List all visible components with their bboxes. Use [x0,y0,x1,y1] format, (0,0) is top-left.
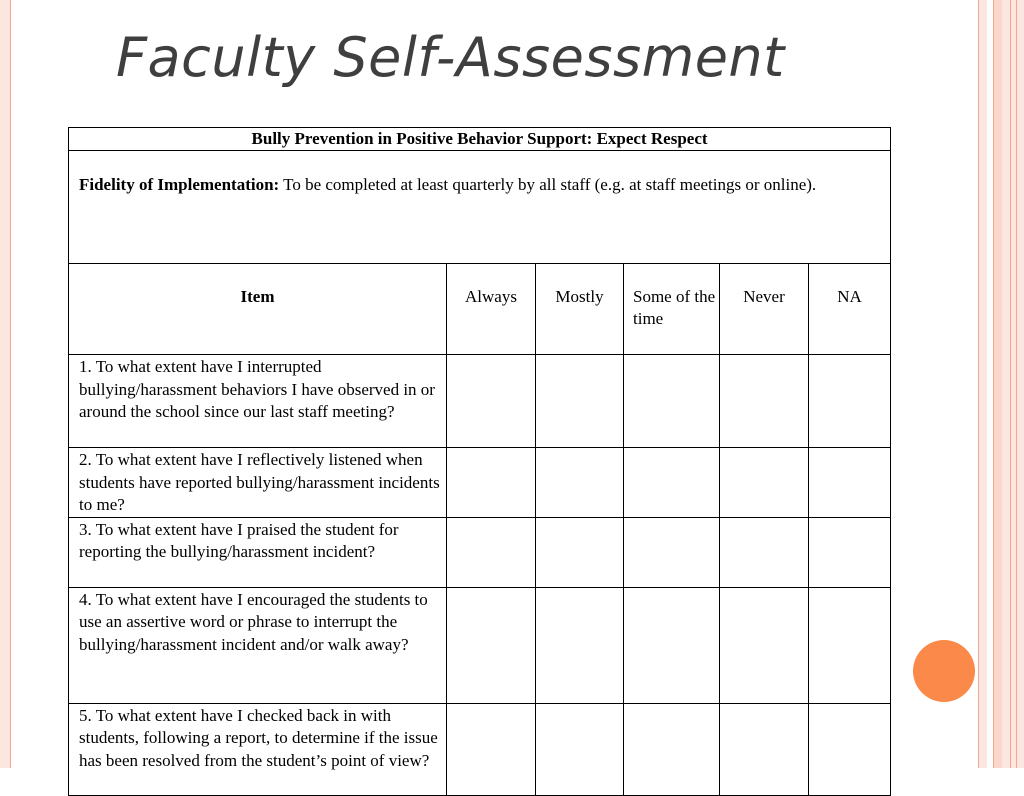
response-cell-some-of-the-time[interactable] [624,448,720,518]
response-cell-never[interactable] [720,355,809,448]
response-cell-na[interactable] [809,517,891,587]
slide-title: Faculty Self-Assessment [116,26,785,89]
slide-right-border-line [1010,0,1011,768]
response-cell-some-of-the-time[interactable] [624,703,720,795]
slide-right-border-line [1016,0,1017,768]
response-cell-always[interactable] [447,517,536,587]
table-row [69,517,891,587]
table-title-row [69,128,891,151]
question-cell: 2. To what extent have I reflectively listened when students have reported bullying/harassment incidents to me? [69,448,447,518]
response-cell-never[interactable] [720,517,809,587]
column-header-always: Always [447,264,536,355]
response-cell-mostly[interactable] [536,448,624,518]
table-row [69,355,891,448]
column-header-some-of-the-time: Some of the time [624,264,720,355]
question-cell: 4. To what extent have I encouraged the students to use an assertive word or phrase to interrupt the bullying/harassment incident and/or walk away? [69,587,447,703]
response-cell-na[interactable] [809,587,891,703]
response-cell-some-of-the-time[interactable] [624,587,720,703]
response-cell-na[interactable] [809,448,891,518]
table-row [69,587,891,703]
slide-right-border-outer [1002,0,1024,768]
question-cell: 3. To what extent have I praised the student for reporting the bullying/harassment incident? [69,517,447,587]
column-header-item: Item [69,264,447,355]
question-cell: 1. To what extent have I interrupted bullying/harassment behaviors I have observed in or around the school since our last staff meeting? [69,355,447,448]
response-cell-na[interactable] [809,703,891,795]
response-cell-always[interactable] [447,587,536,703]
response-cell-some-of-the-time[interactable] [624,355,720,448]
response-cell-always[interactable] [447,703,536,795]
response-cell-mostly[interactable] [536,587,624,703]
column-header-na: NA [809,264,891,355]
fidelity-text: To be completed at least quarterly by all staff (e.g. at staff meetings or online). [279,175,817,194]
response-cell-always[interactable] [447,355,536,448]
response-cell-mostly[interactable] [536,703,624,795]
fidelity-cell [69,151,891,264]
response-cell-mostly[interactable] [536,355,624,448]
response-cell-never[interactable] [720,703,809,795]
form-heading: Bully Prevention in Positive Behavior Support: Expect Respect [69,128,891,151]
response-cell-some-of-the-time[interactable] [624,517,720,587]
table-row [69,448,891,518]
table-row [69,703,891,795]
question-cell: 5. To what extent have I checked back in with students, following a report, to determine if the issue has been resolved from the student’s point of view? [69,703,447,795]
response-cell-never[interactable] [720,587,809,703]
column-header-never: Never [720,264,809,355]
decorative-orange-circle [913,640,975,702]
column-header-row [69,264,891,355]
assessment-table [68,127,891,796]
column-header-mostly: Mostly [536,264,624,355]
response-cell-na[interactable] [809,355,891,448]
response-cell-always[interactable] [447,448,536,518]
fidelity-label: Fidelity of Implementation: [79,175,280,194]
response-cell-never[interactable] [720,448,809,518]
slide-left-border [0,0,11,768]
response-cell-mostly[interactable] [536,517,624,587]
fidelity-row [69,151,891,264]
